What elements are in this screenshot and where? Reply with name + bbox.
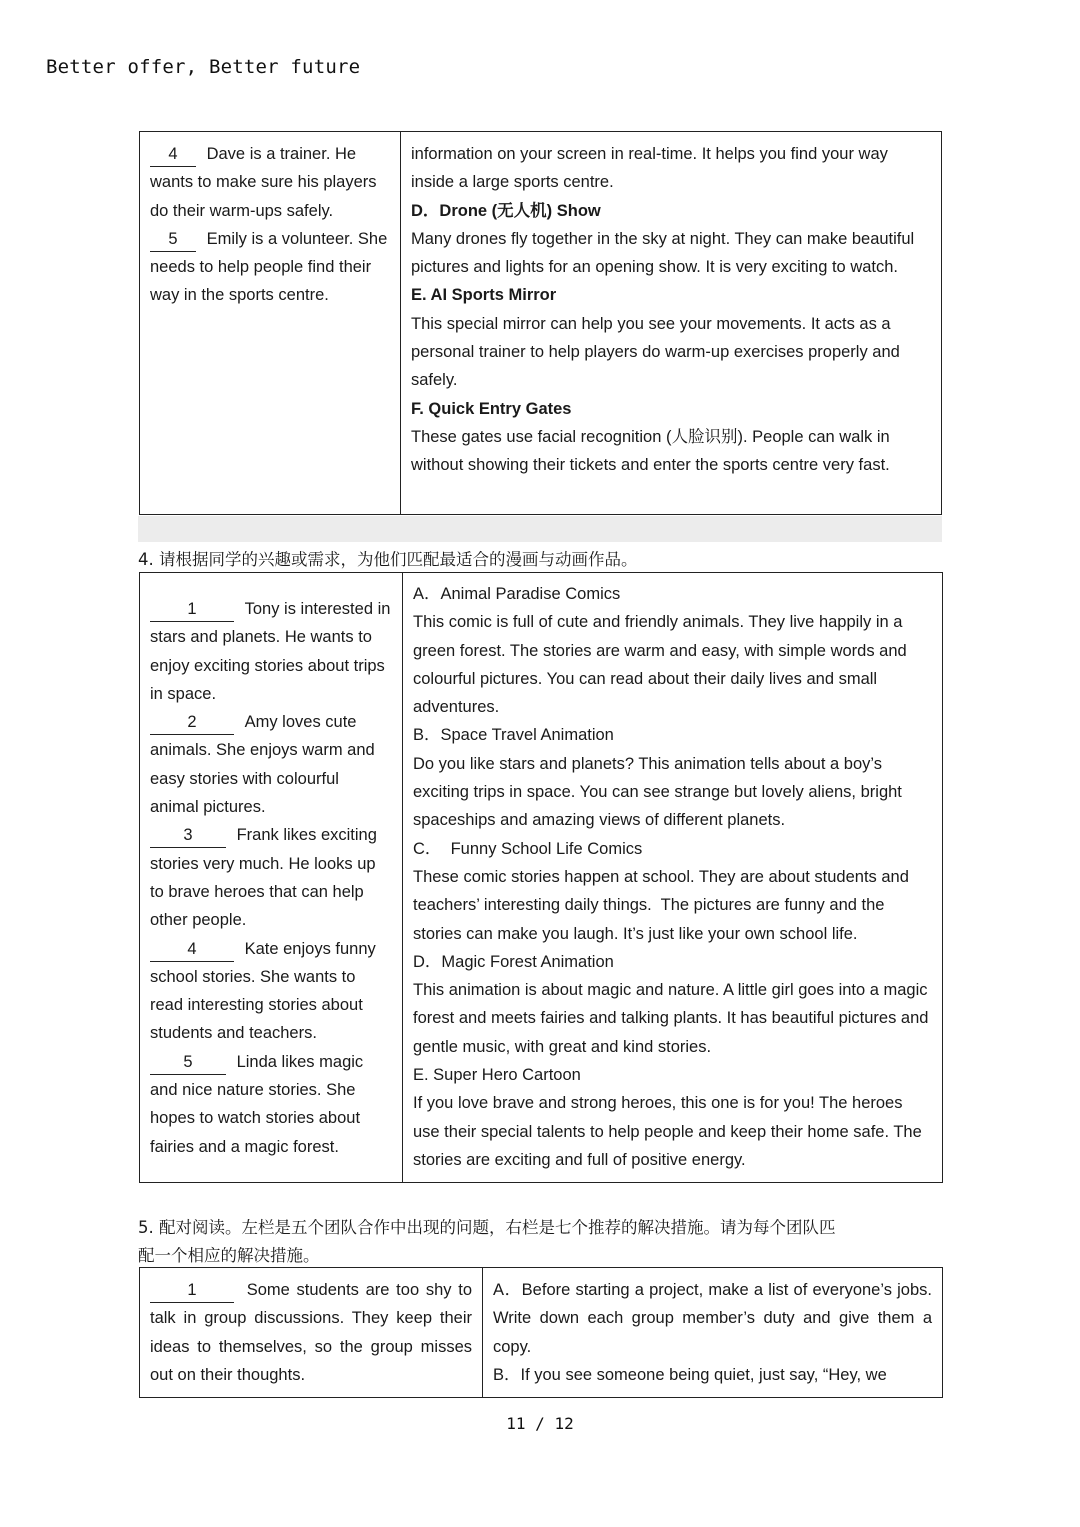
- list-item: [150, 1048, 392, 1161]
- option-text: Do you like stars and planets? This animation tells about a boy’s exciting trips in space. You can see strange but lovely aliens, bright spaceships and amazing views of different planets.: [413, 754, 902, 830]
- question-title-line: 5. 配对阅读。左栏是五个团队合作中出现的问题，右栏是七个推荐的解决措施。请为每个团队匹: [138, 1218, 836, 1237]
- left-column: [140, 132, 401, 515]
- item-text: Tony is interested in stars and planets. He wants to enjoy exciting stories about trips in space.: [150, 600, 391, 703]
- matching-table-sports: [139, 131, 942, 515]
- total-pages: 12: [554, 1414, 574, 1433]
- option-text: information on your screen in real-time. It helps you find your way inside a large sports centre.: [411, 145, 888, 192]
- list-item: [150, 140, 390, 225]
- list-item: [150, 821, 392, 934]
- matching-table-teamwork: [139, 1267, 943, 1398]
- current-page: 11: [506, 1414, 526, 1433]
- left-column: [140, 1268, 483, 1398]
- answer-blank[interactable]: 4: [150, 937, 234, 962]
- page-separator: /: [535, 1414, 545, 1433]
- answer-blank[interactable]: 5: [150, 1050, 226, 1075]
- option-title: C． Funny School Life Comics: [413, 839, 643, 858]
- right-column: [401, 132, 942, 515]
- item-text: Amy loves cute animals. She enjoys warm and easy stories with colourful animal pictures.: [150, 713, 375, 817]
- list-item: [150, 935, 392, 1048]
- option-title: D．Drone (无人机) Show: [411, 201, 601, 220]
- answer-blank[interactable]: 3: [150, 823, 226, 848]
- list-item: [150, 708, 392, 821]
- option-title: E. Super Hero Cartoon: [413, 1066, 581, 1085]
- list-item: [150, 1276, 472, 1389]
- option-text: Many drones fly together in the sky at night. They can make beautiful pictures and lights for an opening show. It is very exciting to watch.: [411, 229, 915, 277]
- question-title: [138, 1214, 836, 1270]
- answer-blank[interactable]: 1: [150, 1278, 234, 1303]
- item-text: Kate enjoys funny school stories. She wants to read interesting stories about students and teachers.: [150, 939, 376, 1043]
- answer-blank[interactable]: 4: [150, 142, 196, 167]
- option-title: B．Space Travel Animation: [413, 726, 614, 745]
- option-title: E. AI Sports Mirror: [411, 286, 557, 305]
- option-text: This animation is about magic and nature. A little girl goes into a magic forest and meets fairies and talking plants. It has beautiful pictures and gentle music, with great and kind stories.: [413, 981, 929, 1056]
- option-text: These gates use facial recognition (人脸识别). People can walk in without showing their tickets and enter the sports centre very fast.: [411, 427, 890, 475]
- list-item: [150, 225, 390, 310]
- matching-table-comics: [139, 572, 943, 1183]
- option-text: B．If you see someone being quiet, just say, “Hey, we: [493, 1365, 887, 1384]
- item-text: Linda likes magic and nice nature stories. She hopes to watch stories about fairies and a magic forest.: [150, 1052, 364, 1156]
- page-number: [0, 1414, 1080, 1433]
- right-column: [483, 1268, 943, 1398]
- option-text: This special mirror can help you see your movements. It acts as a personal trainer to help players do warm-up exercises properly and safely.: [411, 314, 900, 390]
- item-text: Dave is a trainer. He wants to make sure his players do their warm-ups safely.: [150, 145, 377, 220]
- option-text: A．Before starting a project, make a list of everyone’s jobs. Write down each group member’s duty and give them a copy.: [493, 1281, 932, 1356]
- option-title: D．Magic Forest Animation: [413, 952, 614, 971]
- item-text: Frank likes exciting stories very much. He looks up to brave heroes that can help other people.: [150, 826, 377, 930]
- option-text: If you love brave and strong heroes, this one is for you! The heroes use their special talents to help people and keep their home safe. The stories are exciting and full of positive energy.: [413, 1094, 922, 1169]
- item-text: Emily is a volunteer. She needs to help people find their way in the sports centre.: [150, 229, 388, 305]
- section-divider: [138, 516, 942, 542]
- list-item: [150, 595, 392, 708]
- option-title: A．Animal Paradise Comics: [413, 585, 621, 603]
- answer-blank[interactable]: 5: [150, 227, 196, 252]
- question-title-line: 配一个相应的解决措施。: [138, 1246, 320, 1265]
- option-title: F. Quick Entry Gates: [411, 399, 572, 418]
- question-title: 4. 请根据同学的兴趣或需求，为他们匹配最适合的漫画与动画作品。: [138, 550, 638, 569]
- right-column: [403, 573, 943, 1183]
- option-text: This comic is full of cute and friendly animals. They live happily in a green forest. The stories are warm and easy, with simple words and colourful pictures. You can read about their daily lives and small adventures.: [413, 613, 907, 717]
- answer-blank[interactable]: 1: [150, 597, 234, 622]
- left-column: [140, 573, 403, 1183]
- item-text: Some students are too shy to talk in group discussions. They keep their ideas to themselves, so the group misses out on their thoughts.: [150, 1281, 472, 1384]
- page-header: Better offer, Better future: [46, 56, 361, 78]
- answer-blank[interactable]: 2: [150, 710, 234, 735]
- option-text: These comic stories happen at school. They are about students and teachers’ interesting daily things. The pictures are funny and the stories can make you laugh. It’s just like your own school life.: [413, 867, 914, 943]
